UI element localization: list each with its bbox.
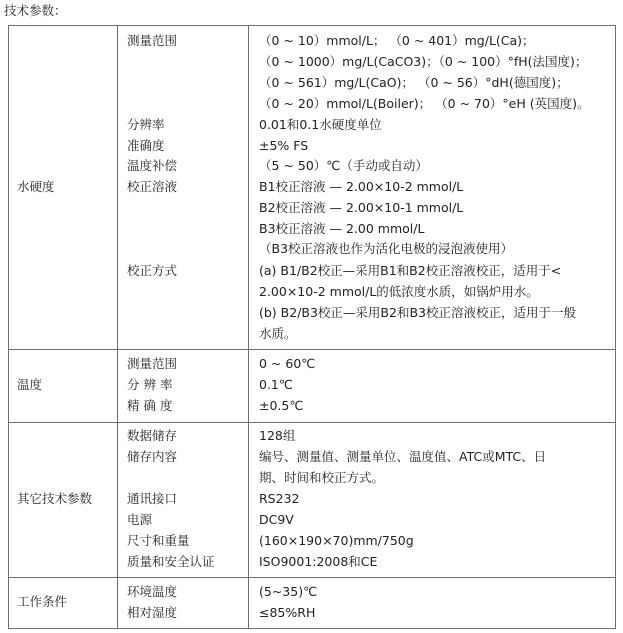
category-label: 工作条件 [17, 594, 68, 609]
resolution-value: 0.1℃ [259, 377, 293, 392]
storage-label: 数据储存 [127, 428, 178, 443]
interface-label: 通讯接口 [127, 491, 178, 506]
row-divider [8, 349, 616, 350]
cal-method-label: 校正方式 [127, 263, 178, 278]
cal-solution-note: （B3校正溶液也作为活化电极的浸泡液使用） [259, 241, 514, 256]
content-label: 储存内容 [127, 449, 178, 464]
content-line: 期、时间和校正方式。 [259, 470, 385, 485]
accuracy-label: 精 确 度 [127, 398, 173, 413]
temp-comp-label: 温度补偿 [127, 158, 178, 173]
range-label: 测量范围 [127, 33, 178, 48]
resolution-value: 0.01和0.1水硬度单位 [259, 117, 382, 132]
cal-method-line: (b) B2/B3校正—采用B2和B3校正溶液校正，适用于一般 [259, 305, 576, 320]
power-label: 电源 [127, 512, 153, 527]
resolution-label: 分 辨 率 [127, 377, 173, 392]
range-value: 0 ~ 60℃ [259, 356, 316, 371]
accuracy-value: ±0.5℃ [259, 398, 304, 413]
range-label: 测量范围 [127, 356, 178, 371]
interface-value: RS232 [259, 491, 300, 506]
ambient-value: (5~35)℃ [259, 584, 318, 599]
page-title: 技术参数： [4, 3, 67, 18]
range-line: （0 ~ 561）mg/L(CaO)； （0 ~ 56）°dH(德国度)； [259, 75, 569, 90]
humidity-label: 相对湿度 [127, 605, 178, 620]
cal-method-line: (a) B1/B2校正—采用B1和B2校正溶液校正，适用于< [259, 263, 562, 278]
cal-solution-line: B2校正溶液 — 2.00×10-1 mmol/L [259, 200, 464, 215]
size-value: (160×190×70)mm/750g [259, 533, 414, 548]
resolution-label: 分辨率 [127, 117, 165, 132]
category-label: 其它技术参数 [17, 491, 93, 506]
storage-value: 128组 [259, 428, 296, 443]
row-divider [8, 422, 616, 423]
cal-solution-label: 校正溶液 [127, 179, 178, 194]
cal-method-line: 水质。 [259, 326, 297, 341]
cal-solution-line: B1校正溶液 — 2.00×10-2 mmol/L [259, 179, 464, 194]
cal-solution-line: B3校正溶液 — 2.00 mmol/L [259, 221, 425, 236]
humidity-value: ≤85%RH [259, 605, 316, 620]
category-label: 温度 [17, 377, 43, 392]
cert-value: ISO9001:2008和CE [259, 554, 378, 569]
power-value: DC9V [259, 512, 294, 527]
column-divider [248, 25, 249, 629]
row-divider [8, 577, 616, 578]
range-line: （0 ~ 1000）mg/L(CaCO3)；（0 ~ 100）°fH(法国度)； [259, 54, 588, 69]
accuracy-label: 准确度 [127, 138, 165, 153]
range-line: （0 ~ 10）mmol/L； （0 ~ 401）mg/L(Ca)； [259, 33, 535, 48]
column-divider [117, 25, 118, 629]
accuracy-value: ±5% FS [259, 138, 309, 153]
category-label: 水硬度 [17, 179, 55, 194]
temp-comp-value: （5 ~ 50）℃（手动或自动） [259, 158, 428, 173]
size-label: 尺寸和重量 [127, 533, 190, 548]
cal-method-line: 2.00×10-2 mmol/L的低浓度水质，如锅炉用水。 [259, 284, 539, 299]
range-line: （0 ~ 20）mmol/L(Boiler)； （0 ~ 70）°eH (英国度)。 [259, 96, 590, 111]
ambient-label: 环境温度 [127, 584, 178, 599]
cert-label: 质量和安全认证 [127, 554, 215, 569]
content-line: 编号、测量值、测量单位、温度值、ATC或MTC、日 [259, 449, 547, 464]
